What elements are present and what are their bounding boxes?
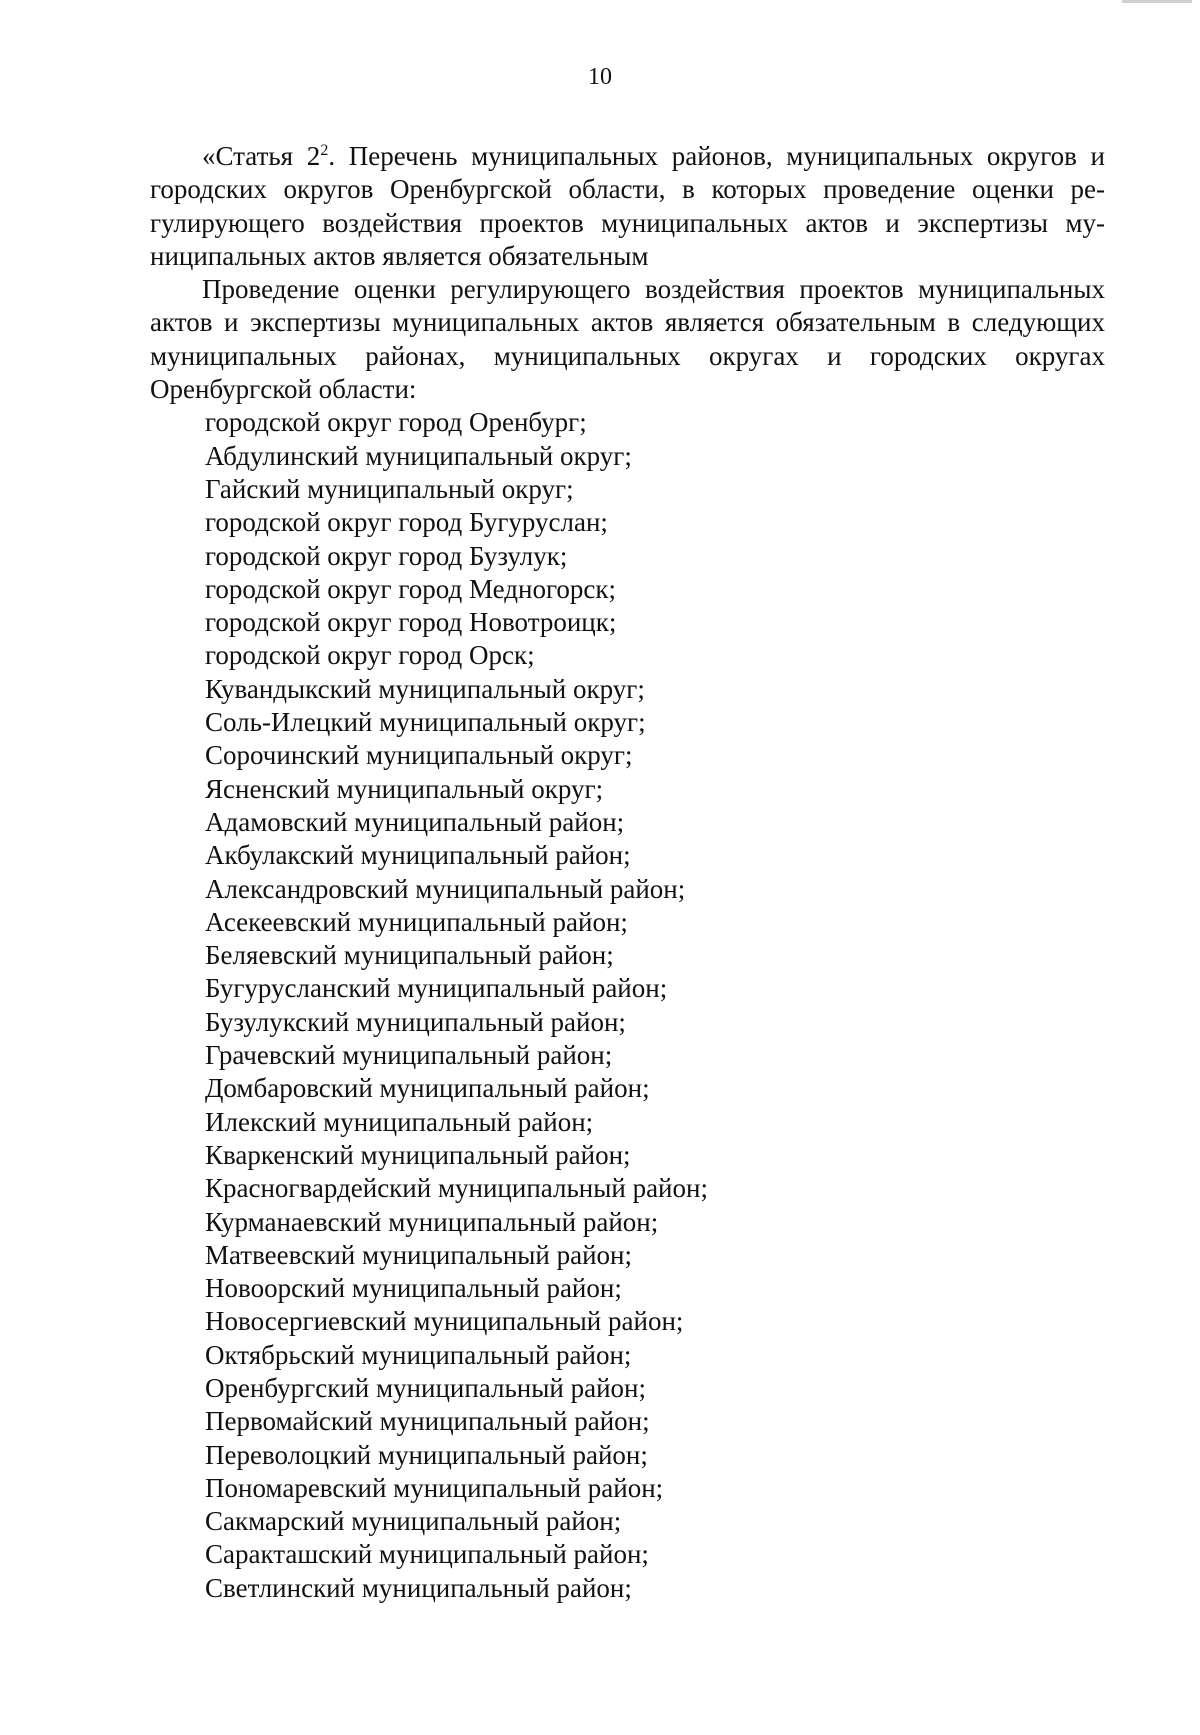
article-title-prefix: Статья 2 (215, 141, 321, 171)
district-list-item: Новоорский муниципальный район; (205, 1273, 622, 1304)
district-list-item: Адамовский муниципальный район; (205, 806, 625, 837)
district-list-item: городской округ город Медногорск; (205, 573, 616, 604)
article-open-quote: « (202, 141, 216, 171)
article-intro-paragraph: Проведение оценки регулирующего воздействия проектов муниципальных актов и экспертизы муниципальных актов является обязательным в следующих муниципальных районах, муниципальных округах и городских округах Оренбургской области: (150, 274, 1105, 405)
district-list-item: городской округ город Новотроицк; (205, 607, 617, 638)
district-list-item: Оренбургский муниципальный район; (205, 1372, 646, 1403)
district-list-item: городской округ город Оренбург; (205, 407, 587, 438)
district-list-item: Саракташский муниципальный район; (205, 1539, 649, 1570)
district-list-item: Гайский муниципальный округ; (205, 473, 574, 504)
district-list-item: Курманаевский муниципальный район; (205, 1206, 659, 1237)
district-list-item: Абдулинский муниципальный округ; (205, 440, 632, 471)
district-list-item: Октябрьский муниципальный район; (205, 1339, 632, 1370)
district-list-item: Пономаревский муниципальный район; (205, 1472, 664, 1503)
district-list-item: Соль-Илецкий муниципальный округ; (205, 707, 646, 738)
district-list-item: Кваркенский муниципальный район; (205, 1139, 631, 1170)
district-list-item: Сакмарский муниципальный район; (205, 1506, 622, 1537)
article-title-rest: . Перечень муниципальных районов, муниципальных округов и городских округов Оренбургской области, в которых проведение оценки регулирующего воздействия проектов муниципальных актов и экспертизы муниципальных актов является обязательным (150, 141, 1105, 271)
article-title-superscript: 2 (320, 142, 329, 159)
district-list-item: городской округ город Орск; (205, 640, 535, 671)
district-list-item: Кувандыкский муниципальный округ; (205, 673, 645, 704)
scan-corner-mark (1122, 0, 1192, 3)
district-list-item: Ясненский муниципальный округ; (205, 773, 604, 804)
district-list-item: Асекеевский муниципальный район; (205, 906, 628, 937)
district-list-item: городской округ город Бузулук; (205, 540, 568, 571)
district-list-item: Акбулакский муниципальный район; (205, 840, 631, 871)
page-number: 10 (588, 64, 612, 90)
district-list-item: Бугурусланский муниципальный район; (205, 973, 668, 1004)
district-list-item: Александровский муниципальный район; (205, 873, 686, 904)
district-list-item: Матвеевский муниципальный район; (205, 1239, 633, 1270)
district-list-item: Светлинский муниципальный район; (205, 1572, 632, 1603)
district-list-item: Домбаровский муниципальный район; (205, 1073, 650, 1104)
district-list-item: Переволоцкий муниципальный район; (205, 1439, 648, 1470)
article-heading (150, 140, 1105, 273)
document-body (150, 140, 1105, 1605)
district-list-item: Красногвардейский муниципальный район; (205, 1173, 708, 1204)
district-list-item: Беляевский муниципальный район; (205, 940, 614, 971)
district-list-item: Новосергиевский муниципальный район; (205, 1306, 684, 1337)
district-list-item: городской округ город Бугуруслан; (205, 507, 608, 538)
district-list (150, 406, 1105, 1605)
district-list-item: Грачевский муниципальный район; (205, 1040, 613, 1071)
district-list-item: Сорочинский муниципальный округ; (205, 740, 633, 771)
district-list-item: Бузулукский муниципальный район; (205, 1006, 626, 1037)
district-list-item: Илекский муниципальный район; (205, 1106, 594, 1137)
district-list-item: Первомайский муниципальный район; (205, 1406, 650, 1437)
